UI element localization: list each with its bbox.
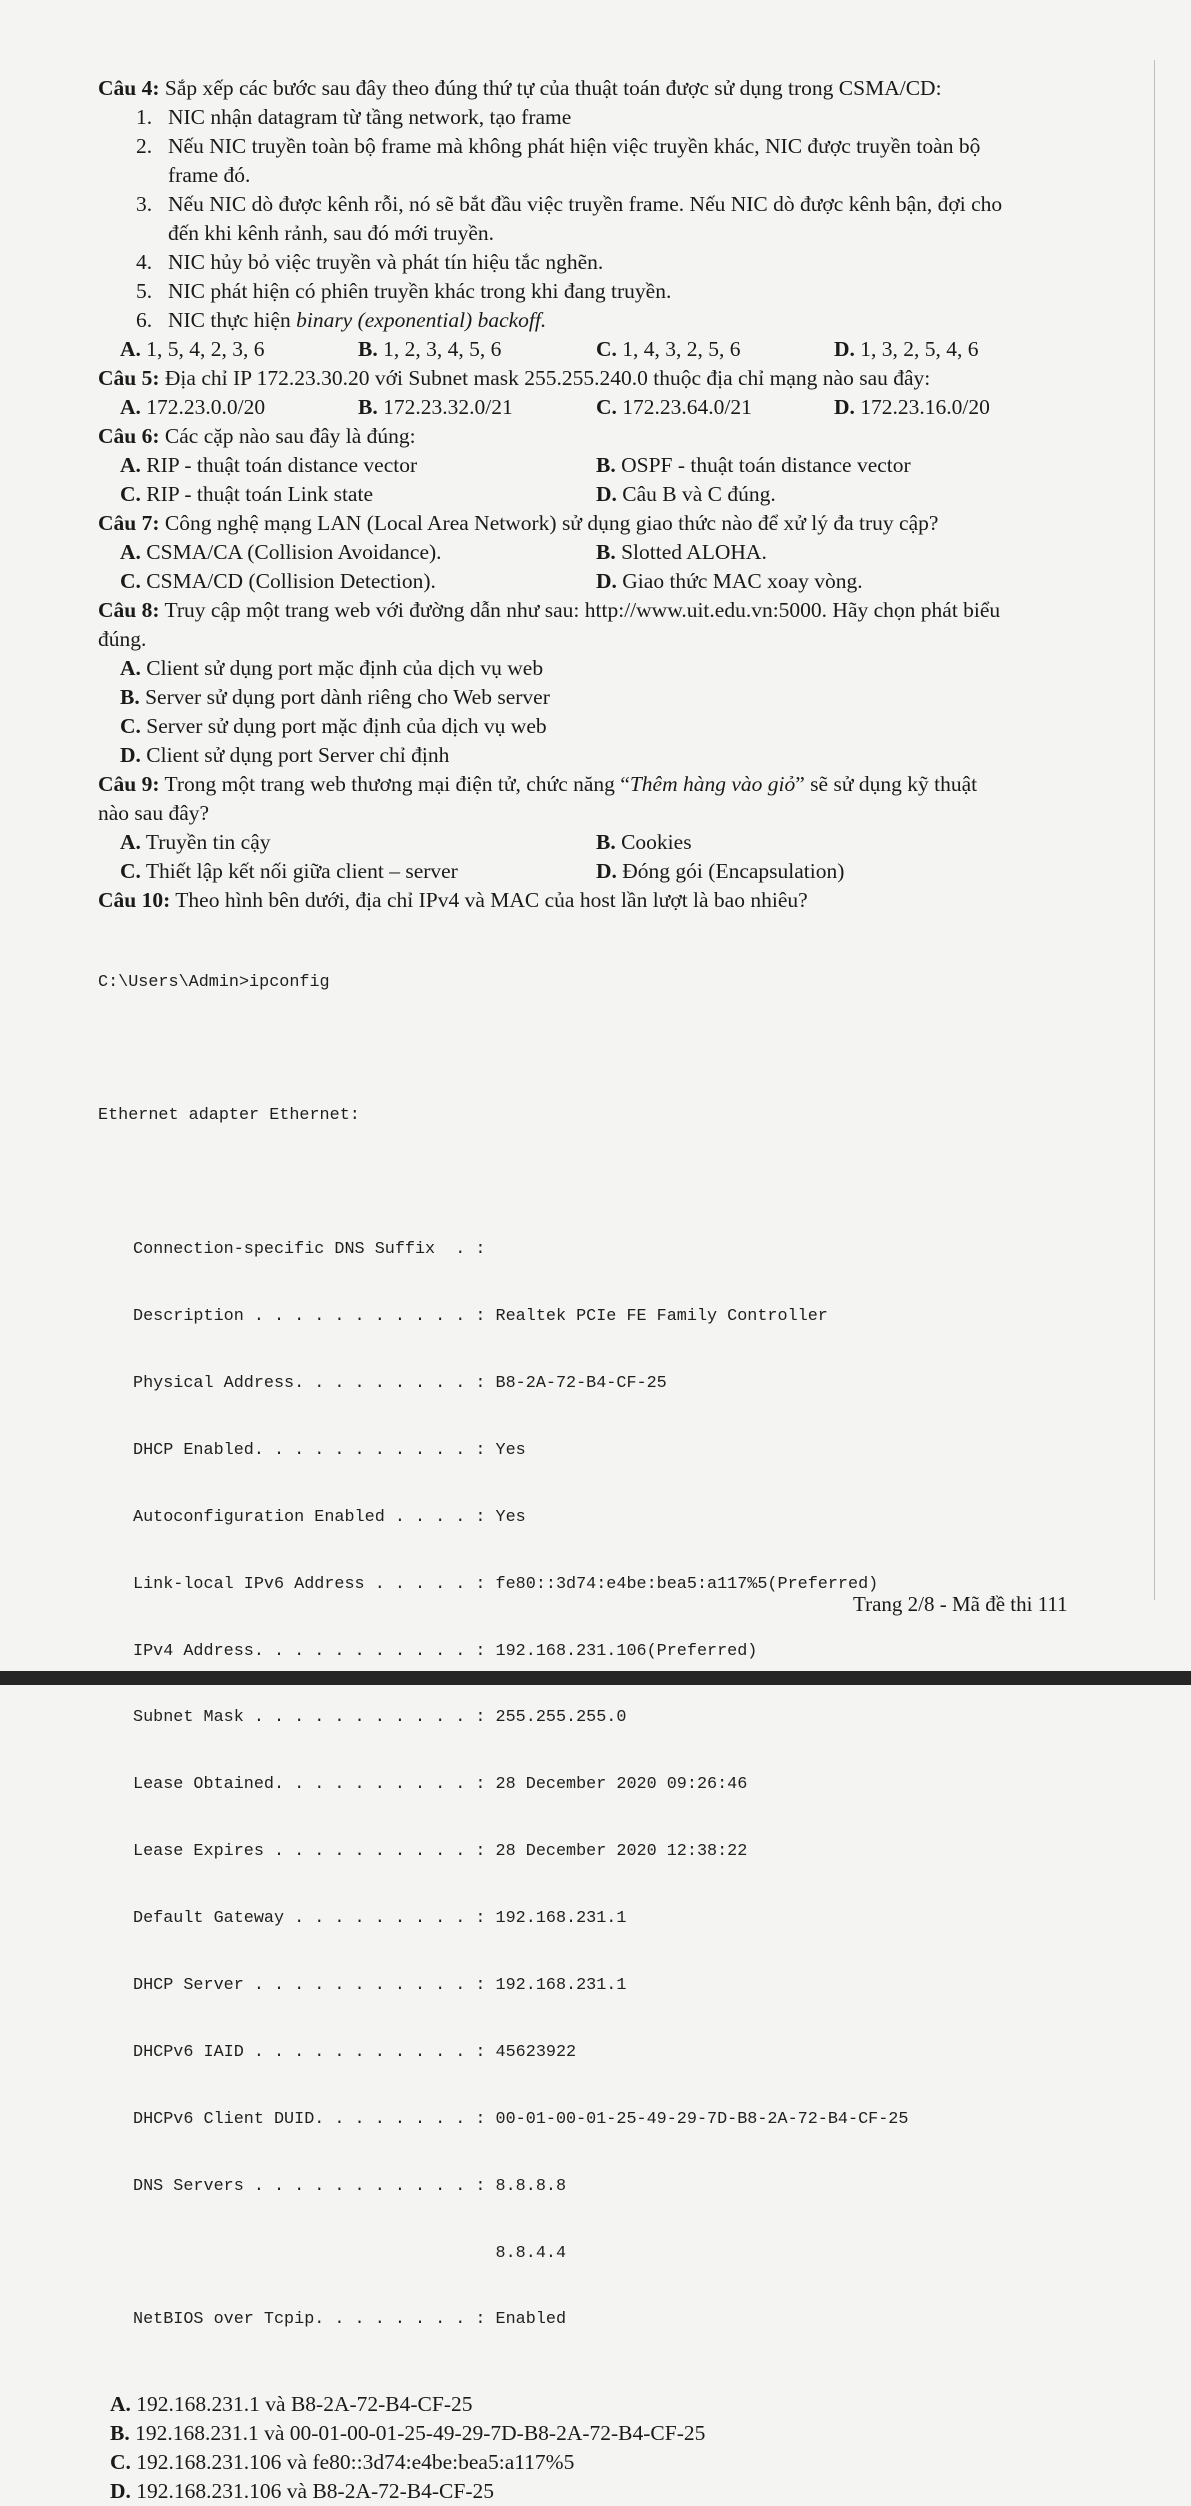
option-label: B. bbox=[110, 2421, 130, 2446]
terminal-blank bbox=[98, 1038, 1088, 1060]
option-label: B. bbox=[120, 685, 140, 709]
question-10-options bbox=[110, 2390, 1088, 2506]
question-text: Sắp xếp các bước sau đây theo đúng thứ tự của thuật toán được sử dụng trong CSMA/CD: bbox=[164, 76, 942, 100]
question-label: Câu 8: bbox=[98, 598, 160, 622]
option-label: C. bbox=[596, 337, 617, 361]
step-text: đến khi kênh rảnh, sau đó mới truyền. bbox=[168, 221, 495, 245]
step-text: frame đó. bbox=[168, 163, 251, 187]
option-text: 192.168.231.1 và 00-01-00-01-25-49-29-7D-B8-2A-72-B4-CF-25 bbox=[129, 2421, 706, 2446]
option-text: Client sử dụng port Server chỉ định bbox=[140, 743, 450, 767]
terminal-row: Physical Address. . . . . . . . . : B8-2A-72-B4-CF-25 bbox=[133, 1373, 667, 1393]
option-label: A. bbox=[120, 395, 141, 419]
terminal-row: 8.8.4.4 bbox=[133, 2243, 567, 2263]
question-6-options bbox=[120, 451, 1088, 509]
terminal-row: IPv4 Address. . . . . . . . . . . : 192.168.231.106(Preferred) bbox=[133, 1641, 758, 1661]
option-text: RIP - thuật toán distance vector bbox=[140, 453, 418, 477]
option-label: A. bbox=[120, 453, 141, 477]
terminal-adapter: Ethernet adapter Ethernet: bbox=[98, 1106, 360, 1126]
option-label: D. bbox=[596, 482, 617, 506]
step-text: NIC nhận datagram từ tầng network, tạo frame bbox=[168, 105, 572, 129]
question-5 bbox=[98, 364, 1088, 393]
option-label: D. bbox=[596, 569, 617, 593]
option-text: 172.23.0.0/20 bbox=[140, 395, 266, 419]
terminal-row: Link-local IPv6 Address . . . . . : fe80::3d74:e4be:bea5:a117%5(Preferred) bbox=[133, 1574, 879, 1594]
ipconfig-output bbox=[98, 921, 1088, 2376]
option-text: Thiết lập kết nối giữa client – server bbox=[140, 859, 458, 883]
step-text: NIC hủy bỏ việc truyền và phát tín hiệu tắc nghẽn. bbox=[168, 250, 604, 274]
option-b[interactable] bbox=[120, 683, 1088, 712]
question-7-options bbox=[120, 538, 1088, 596]
option-a[interactable] bbox=[120, 393, 358, 422]
option-text: OSPF - thuật toán distance vector bbox=[615, 453, 911, 477]
step-item bbox=[136, 132, 1088, 161]
option-text: RIP - thuật toán Link state bbox=[140, 482, 373, 506]
option-label: D. bbox=[120, 743, 141, 767]
option-text: Cookies bbox=[615, 830, 692, 854]
question-text: Theo hình bên dưới, địa chỉ IPv4 và MAC của host lần lượt là bao nhiêu? bbox=[170, 888, 808, 912]
step-item-continued bbox=[136, 219, 1088, 248]
step-number: 6. bbox=[136, 308, 153, 332]
option-text: 192.168.231.106 và B8-2A-72-B4-CF-25 bbox=[130, 2479, 495, 2504]
option-c[interactable] bbox=[120, 857, 596, 886]
option-label: C. bbox=[596, 395, 617, 419]
option-text: 172.23.64.0/21 bbox=[616, 395, 752, 419]
option-d[interactable] bbox=[596, 567, 1072, 596]
step-text-italic: binary (exponential) backoff. bbox=[296, 308, 547, 332]
option-text: 1, 3, 2, 5, 4, 6 bbox=[854, 337, 979, 361]
terminal-row: Connection-specific DNS Suffix . : bbox=[133, 1240, 486, 1260]
terminal-row: DHCP Server . . . . . . . . . . . : 192.168.231.1 bbox=[133, 1975, 627, 1995]
option-a[interactable] bbox=[120, 538, 596, 567]
question-7 bbox=[98, 509, 1088, 538]
terminal-row: NetBIOS over Tcpip. . . . . . . . : Enabled bbox=[133, 2310, 567, 2330]
option-text: 192.168.231.106 và fe80::3d74:e4be:bea5:a117%5 bbox=[130, 2450, 575, 2475]
terminal-row: Subnet Mask . . . . . . . . . . . : 255.255.255.0 bbox=[133, 1708, 627, 1728]
option-text: 1, 4, 3, 2, 5, 6 bbox=[616, 337, 741, 361]
option-label: A. bbox=[120, 830, 141, 854]
option-text: 172.23.16.0/20 bbox=[854, 395, 990, 419]
step-item bbox=[136, 306, 1088, 335]
question-8 bbox=[98, 596, 1088, 654]
option-c[interactable] bbox=[120, 567, 596, 596]
option-d[interactable] bbox=[834, 335, 1072, 364]
question-text-continued: nào sau đây? bbox=[98, 801, 210, 825]
option-b[interactable] bbox=[596, 538, 1072, 567]
question-9 bbox=[98, 770, 1088, 828]
step-number: 4. bbox=[136, 250, 153, 274]
question-label: Câu 6: bbox=[98, 424, 160, 448]
question-10 bbox=[98, 886, 1088, 915]
option-text: CSMA/CD (Collision Detection). bbox=[140, 569, 436, 593]
question-text: Các cặp nào sau đây là đúng: bbox=[159, 424, 416, 448]
option-c[interactable] bbox=[596, 393, 834, 422]
step-number: 2. bbox=[136, 134, 153, 158]
question-label: Câu 7: bbox=[98, 511, 160, 535]
option-b[interactable] bbox=[358, 393, 596, 422]
terminal-prompt: C:\Users\Admin>ipconfig bbox=[98, 972, 330, 992]
question-text: Trong một trang web thương mại điện tử, chức năng “ bbox=[159, 772, 630, 796]
question-text-continued: đúng. bbox=[98, 627, 147, 651]
terminal-row: DHCP Enabled. . . . . . . . . . . : Yes bbox=[133, 1440, 526, 1460]
option-label: C. bbox=[120, 482, 141, 506]
question-text: Truy cập một trang web với đường dẫn như sau: http://www.uit.edu.vn:5000. Hãy chọn phát biểu bbox=[159, 598, 1001, 622]
option-label: D. bbox=[834, 337, 855, 361]
step-item bbox=[136, 277, 1088, 306]
step-item bbox=[136, 190, 1088, 219]
option-a[interactable] bbox=[120, 335, 358, 364]
option-text: 1, 5, 4, 2, 3, 6 bbox=[140, 337, 265, 361]
option-text: 192.168.231.1 và B8-2A-72-B4-CF-25 bbox=[130, 2392, 473, 2417]
option-text: CSMA/CA (Collision Avoidance). bbox=[140, 540, 442, 564]
option-d[interactable] bbox=[834, 393, 1072, 422]
step-text: Nếu NIC truyền toàn bộ frame mà không phát hiện việc truyền khác, NIC được truyền toàn bộ bbox=[168, 134, 981, 158]
option-label: C. bbox=[120, 859, 141, 883]
option-text: Server sử dụng port dành riêng cho Web server bbox=[139, 685, 550, 709]
option-text: Slotted ALOHA. bbox=[615, 540, 767, 564]
option-b[interactable] bbox=[596, 828, 1072, 857]
option-label: D. bbox=[110, 2479, 131, 2504]
question-6 bbox=[98, 422, 1088, 451]
exam-content bbox=[98, 74, 1088, 2506]
option-label: B. bbox=[596, 540, 616, 564]
question-label: Câu 10: bbox=[98, 888, 171, 912]
option-label: A. bbox=[120, 656, 141, 680]
terminal-row: Default Gateway . . . . . . . . . : 192.168.231.1 bbox=[133, 1909, 627, 1929]
option-a[interactable] bbox=[110, 2390, 1088, 2419]
option-b[interactable] bbox=[596, 451, 1072, 480]
question-4-steps bbox=[136, 103, 1088, 335]
option-a[interactable] bbox=[120, 828, 596, 857]
option-b[interactable] bbox=[358, 335, 596, 364]
step-item bbox=[136, 248, 1088, 277]
option-d[interactable] bbox=[110, 2477, 1088, 2506]
step-item-continued bbox=[136, 161, 1088, 190]
terminal-row: DHCPv6 IAID . . . . . . . . . . . : 45623922 bbox=[133, 2042, 577, 2062]
option-text: Truyền tin cậy bbox=[140, 830, 271, 854]
question-5-options bbox=[120, 393, 1088, 422]
scan-edge bbox=[0, 1671, 1191, 1685]
option-a[interactable] bbox=[120, 451, 596, 480]
terminal-row: Description . . . . . . . . . . . : Realtek PCIe FE Family Controller bbox=[133, 1307, 828, 1327]
option-a[interactable] bbox=[120, 654, 1088, 683]
option-label: C. bbox=[110, 2450, 131, 2475]
terminal-blank bbox=[98, 1172, 1088, 1194]
question-4 bbox=[98, 74, 1088, 103]
option-label: D. bbox=[834, 395, 855, 419]
question-4-options bbox=[120, 335, 1088, 364]
option-label: C. bbox=[120, 714, 141, 738]
option-label: D. bbox=[596, 859, 617, 883]
option-label: A. bbox=[110, 2392, 131, 2417]
option-d[interactable] bbox=[596, 480, 1072, 509]
option-label: B. bbox=[596, 830, 616, 854]
option-text: Client sử dụng port mặc định của dịch vụ web bbox=[140, 656, 544, 680]
option-text: Câu B và C đúng. bbox=[616, 482, 776, 506]
terminal-row: DHCPv6 Client DUID. . . . . . . . : 00-01-00-01-25-49-29-7D-B8-2A-72-B4-CF-25 bbox=[133, 2109, 909, 2129]
option-b[interactable] bbox=[110, 2419, 1088, 2448]
option-c[interactable] bbox=[120, 480, 596, 509]
question-text-italic: Thêm hàng vào giỏ bbox=[629, 772, 796, 796]
option-text: Server sử dụng port mặc định của dịch vụ web bbox=[140, 714, 547, 738]
question-8-options bbox=[120, 654, 1088, 770]
question-9-options bbox=[120, 828, 1088, 886]
option-label: B. bbox=[358, 337, 378, 361]
margin-rule bbox=[1154, 60, 1155, 1600]
question-label: Câu 4: bbox=[98, 76, 160, 100]
option-c[interactable] bbox=[120, 712, 1088, 741]
option-text: 172.23.32.0/21 bbox=[377, 395, 513, 419]
question-text: Công nghệ mạng LAN (Local Area Network) sử dụng giao thức nào để xử lý đa truy cập? bbox=[159, 511, 939, 535]
step-text: NIC thực hiện bbox=[168, 308, 297, 332]
question-text: ” sẽ sử dụng kỹ thuật bbox=[795, 772, 978, 796]
step-text: Nếu NIC dò được kênh rỗi, nó sẽ bắt đầu việc truyền frame. Nếu NIC dò được kênh bận, đợi cho bbox=[168, 192, 1003, 216]
step-text: NIC phát hiện có phiên truyền khác trong khi đang truyền. bbox=[168, 279, 672, 303]
option-d[interactable] bbox=[120, 741, 1088, 770]
terminal-row: Lease Obtained. . . . . . . . . . : 28 December 2020 09:26:46 bbox=[133, 1775, 748, 1795]
step-item bbox=[136, 103, 1088, 132]
option-label: A. bbox=[120, 337, 141, 361]
option-text: Đóng gói (Encapsulation) bbox=[616, 859, 845, 883]
step-number: 1. bbox=[136, 105, 153, 129]
option-label: B. bbox=[358, 395, 378, 419]
option-text: Giao thức MAC xoay vòng. bbox=[616, 569, 863, 593]
option-d[interactable] bbox=[596, 857, 1072, 886]
step-number: 5. bbox=[136, 279, 153, 303]
option-c[interactable] bbox=[596, 335, 834, 364]
option-text: 1, 2, 3, 4, 5, 6 bbox=[377, 337, 502, 361]
question-label: Câu 9: bbox=[98, 772, 160, 796]
page-footer: Trang 2/8 - Mã đề thi 111 bbox=[853, 1592, 1068, 1616]
terminal-row: DNS Servers . . . . . . . . . . . : 8.8.8.8 bbox=[133, 2176, 567, 2196]
question-label: Câu 5: bbox=[98, 366, 160, 390]
question-text: Địa chỉ IP 172.23.30.20 với Subnet mask 255.255.240.0 thuộc địa chỉ mạng nào sau đây: bbox=[159, 366, 931, 390]
terminal-row: Lease Expires . . . . . . . . . . : 28 December 2020 12:38:22 bbox=[133, 1842, 748, 1862]
terminal-row: Autoconfiguration Enabled . . . . : Yes bbox=[133, 1507, 526, 1527]
option-label: B. bbox=[596, 453, 616, 477]
option-c[interactable] bbox=[110, 2448, 1088, 2477]
option-label: A. bbox=[120, 540, 141, 564]
option-label: C. bbox=[120, 569, 141, 593]
step-number: 3. bbox=[136, 192, 153, 216]
